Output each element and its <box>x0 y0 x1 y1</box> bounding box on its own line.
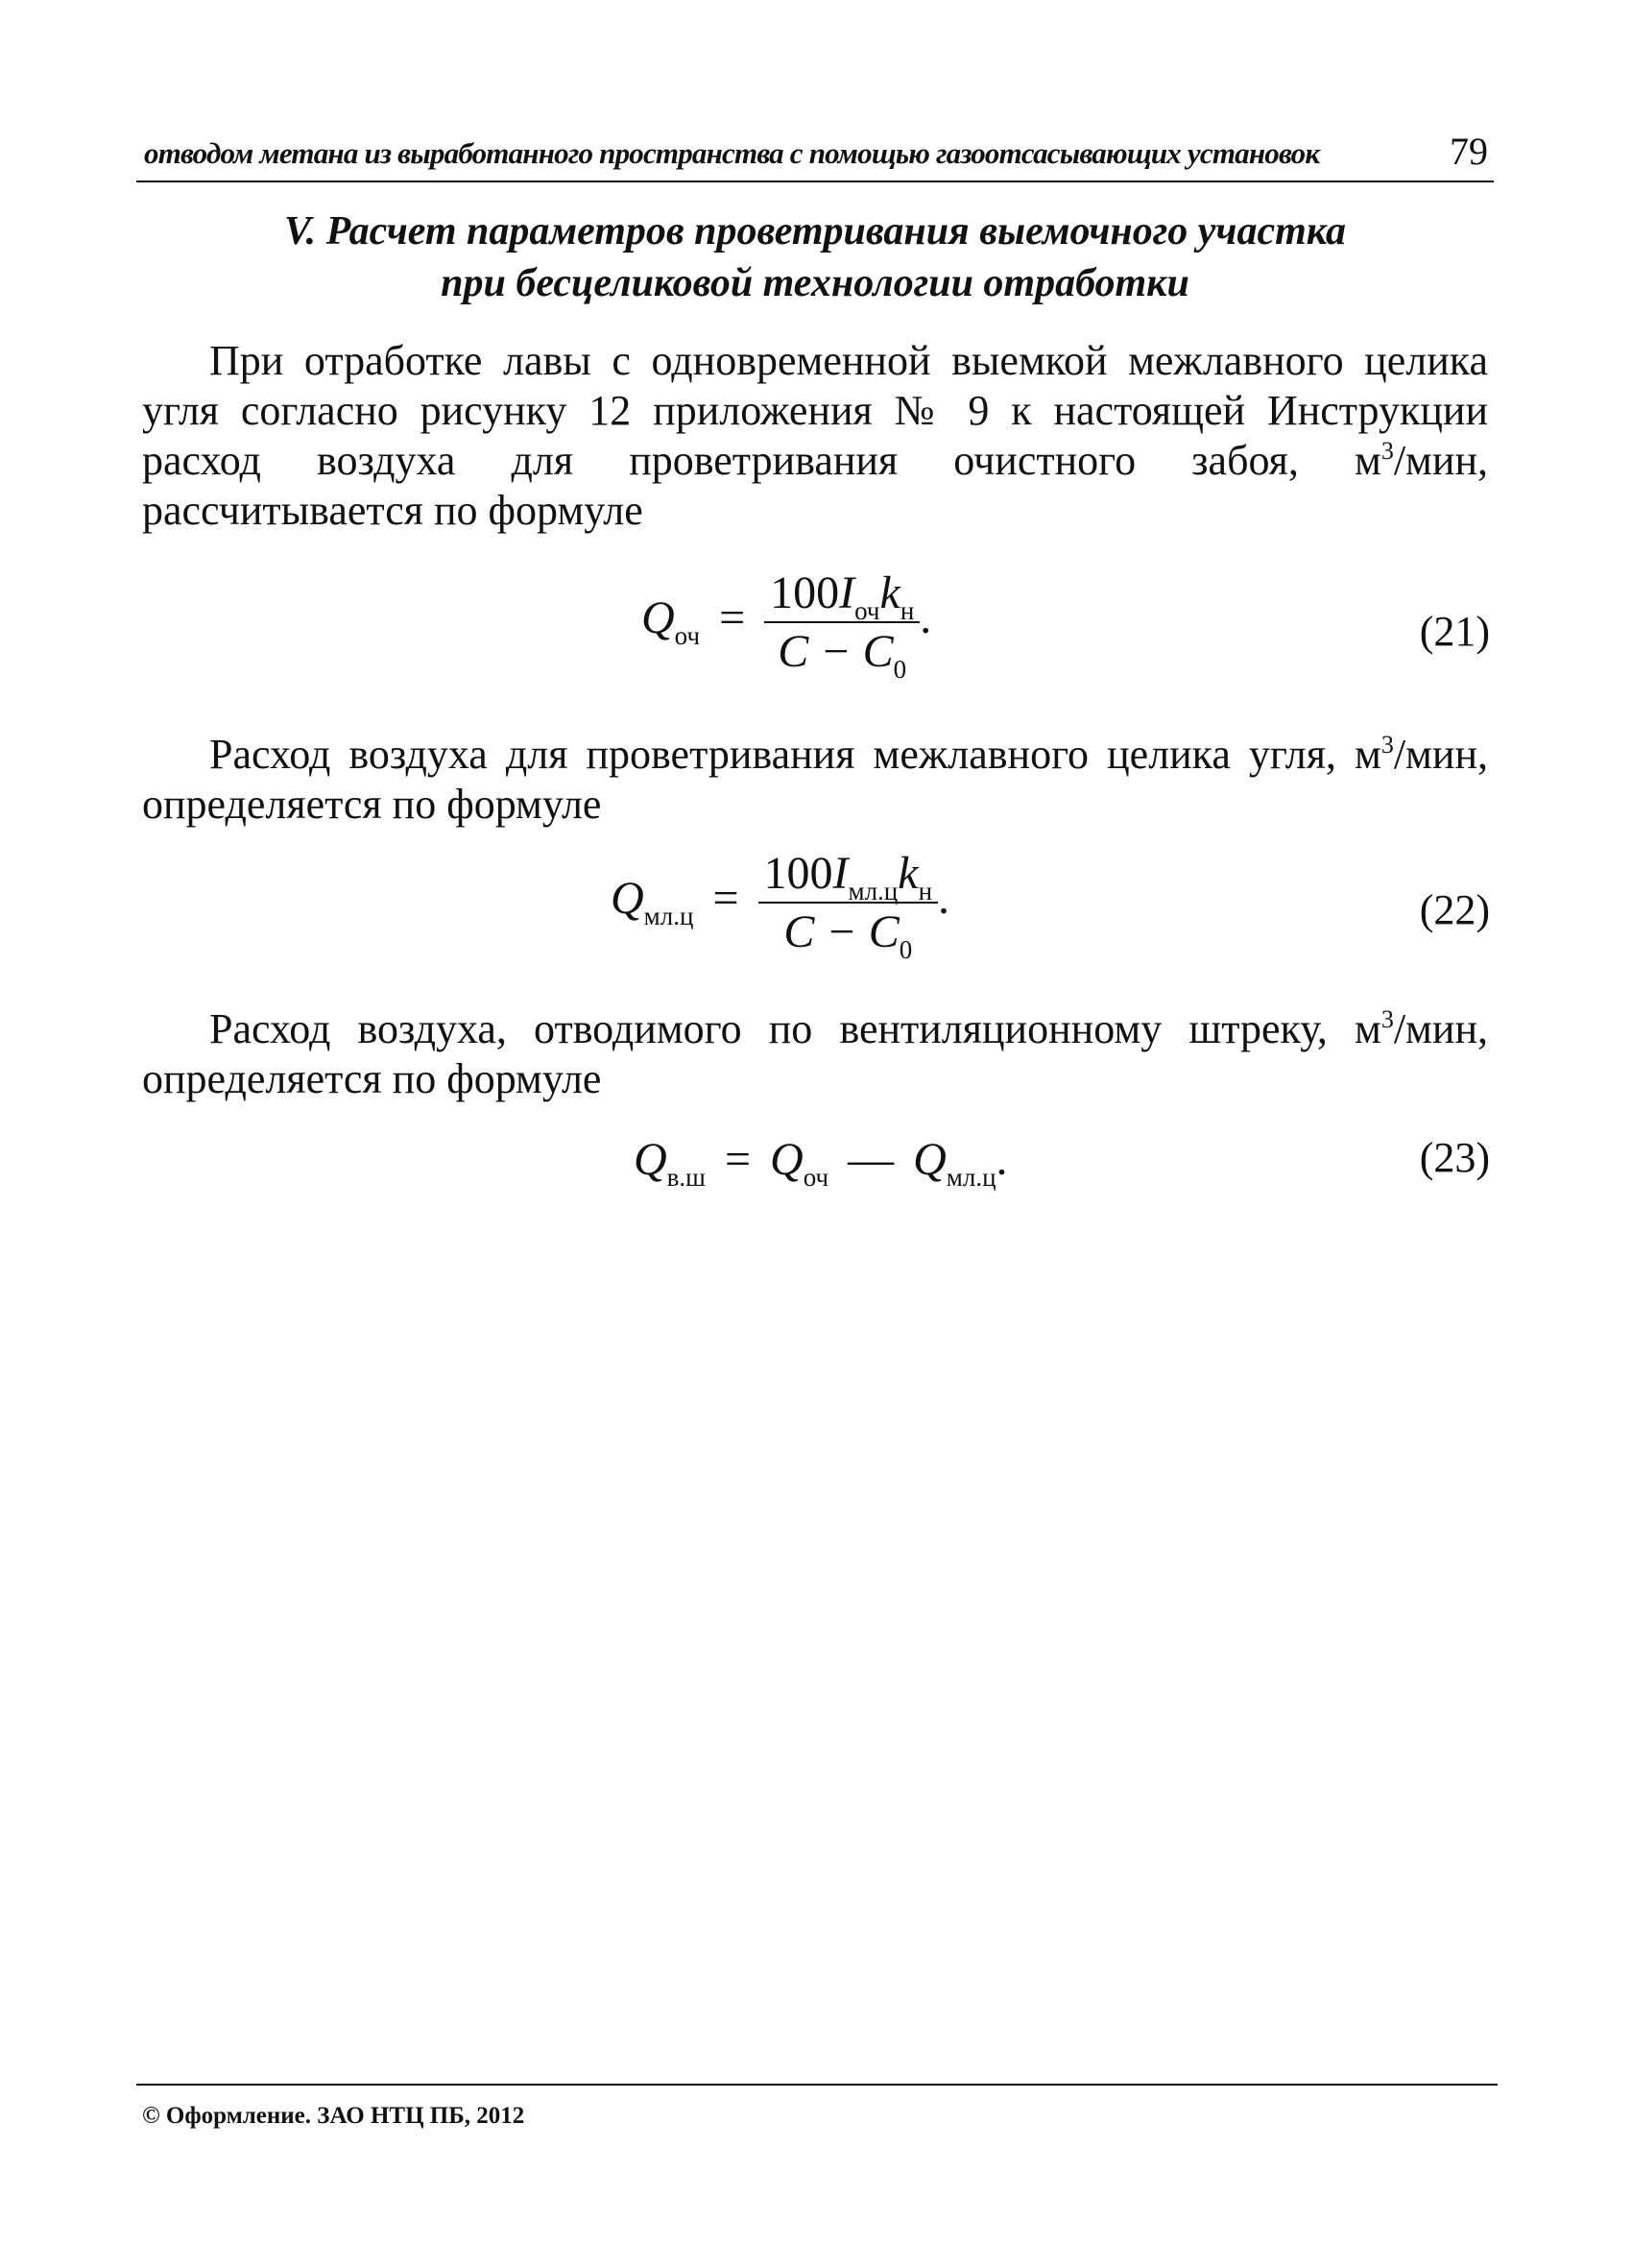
formula-period: . <box>920 592 932 644</box>
paragraph-3-superscript: 3 <box>1380 1005 1394 1033</box>
formula-22-lhs: Q <box>611 873 644 925</box>
formula-23-lhs: Q <box>634 1134 667 1185</box>
footer-rule <box>136 2084 1498 2086</box>
footer-copyright: © Оформление. ЗАО НТЦ ПБ, 2012 <box>142 2103 525 2129</box>
formula-22-denominator <box>758 904 939 964</box>
paragraph-1-text: При отработке лавы с одновременной выемкой межлавного целика угля согласно рисунку 12 приложения № 9 к настоящей Инструкции расход воздуха для проветривания очистного забоя, м <box>142 337 1488 484</box>
formula-23-term-1-subscript: оч <box>803 1163 829 1192</box>
equals-sign: = <box>719 592 746 644</box>
formula-23-term-2: Q <box>913 1134 947 1185</box>
minus-sign: — <box>848 1134 895 1185</box>
paragraph-2-tail: /мин, определяется по формуле <box>142 731 1488 828</box>
paragraph-2-superscript: 3 <box>1380 731 1394 759</box>
paragraph-3-tail: /мин, определяется по формуле <box>142 1005 1488 1102</box>
formula-21-i-subscript: оч <box>854 596 880 625</box>
paragraph-1 <box>142 336 1488 536</box>
equation-number-22: (22) <box>1419 886 1490 933</box>
formula-21 <box>641 567 932 684</box>
formula-22-numerator <box>758 847 939 904</box>
formula-22-k: k <box>898 848 919 899</box>
formula-22-coefficient: 100 <box>763 848 833 899</box>
formula-21-fraction <box>764 567 920 684</box>
formula-21-denominator <box>764 623 920 684</box>
formula-21-lhs: Q <box>641 592 675 644</box>
paragraph-2 <box>142 730 1488 830</box>
equals-sign: = <box>712 873 739 925</box>
section-title-line-2: при бесцеликовой технологии отработки <box>441 261 1189 305</box>
running-title: отводом метана из выработанного пространства с помощью газоотсасывающих установок <box>144 136 1320 170</box>
section-title <box>136 205 1494 309</box>
formula-22-lhs-subscript: мл.ц <box>643 902 694 931</box>
formula-23-term-2-subscript: мл.ц <box>946 1163 996 1192</box>
formula-21-coefficient: 100 <box>770 567 840 618</box>
formula-21-numerator <box>764 567 920 623</box>
formula-22-denominator-subscript: 0 <box>899 935 913 964</box>
formula-22-i-subscript: мл.ц <box>848 877 899 905</box>
paragraph-1-tail: /мин, рассчитывается по формуле <box>142 437 1488 534</box>
formula-22-fraction <box>758 847 939 964</box>
formula-23-lhs-subscript: в.ш <box>666 1163 706 1192</box>
equals-sign: = <box>724 1134 752 1185</box>
formula-period: . <box>938 873 950 925</box>
paragraph-3-text: Расход воздуха, отводимого по вентиляционному штреку, м <box>209 1005 1381 1052</box>
formula-21-k-subscript: н <box>900 596 915 625</box>
formula-21-denominator-subscript: 0 <box>893 655 907 684</box>
formula-22 <box>611 847 950 964</box>
running-header <box>136 123 1494 182</box>
paragraph-1-superscript: 3 <box>1380 437 1394 465</box>
formula-22-i: I <box>832 848 849 899</box>
formula-period: . <box>996 1134 1008 1185</box>
formula-21-denominator-text: C − C <box>778 626 894 677</box>
formula-23-term-1: Q <box>770 1134 804 1185</box>
formula-21-i: I <box>839 567 855 618</box>
paragraph-3 <box>142 1004 1488 1104</box>
formula-21-lhs-subscript: оч <box>674 621 701 651</box>
section-title-line-1: V. Расчет параметров проветривания выемочного участка <box>283 209 1346 253</box>
formula-22-k-subscript: н <box>918 877 933 905</box>
paragraph-2-text: Расход воздуха для проветривания межлавного целика угля, м <box>209 731 1381 778</box>
equation-number-23: (23) <box>1419 1134 1490 1181</box>
formula-21-k: k <box>879 567 900 618</box>
equation-number-21: (21) <box>1419 608 1490 655</box>
formula-23 <box>634 1133 1008 1192</box>
formula-22-denominator-text: C − C <box>783 906 900 957</box>
page-number: 79 <box>1450 130 1488 173</box>
